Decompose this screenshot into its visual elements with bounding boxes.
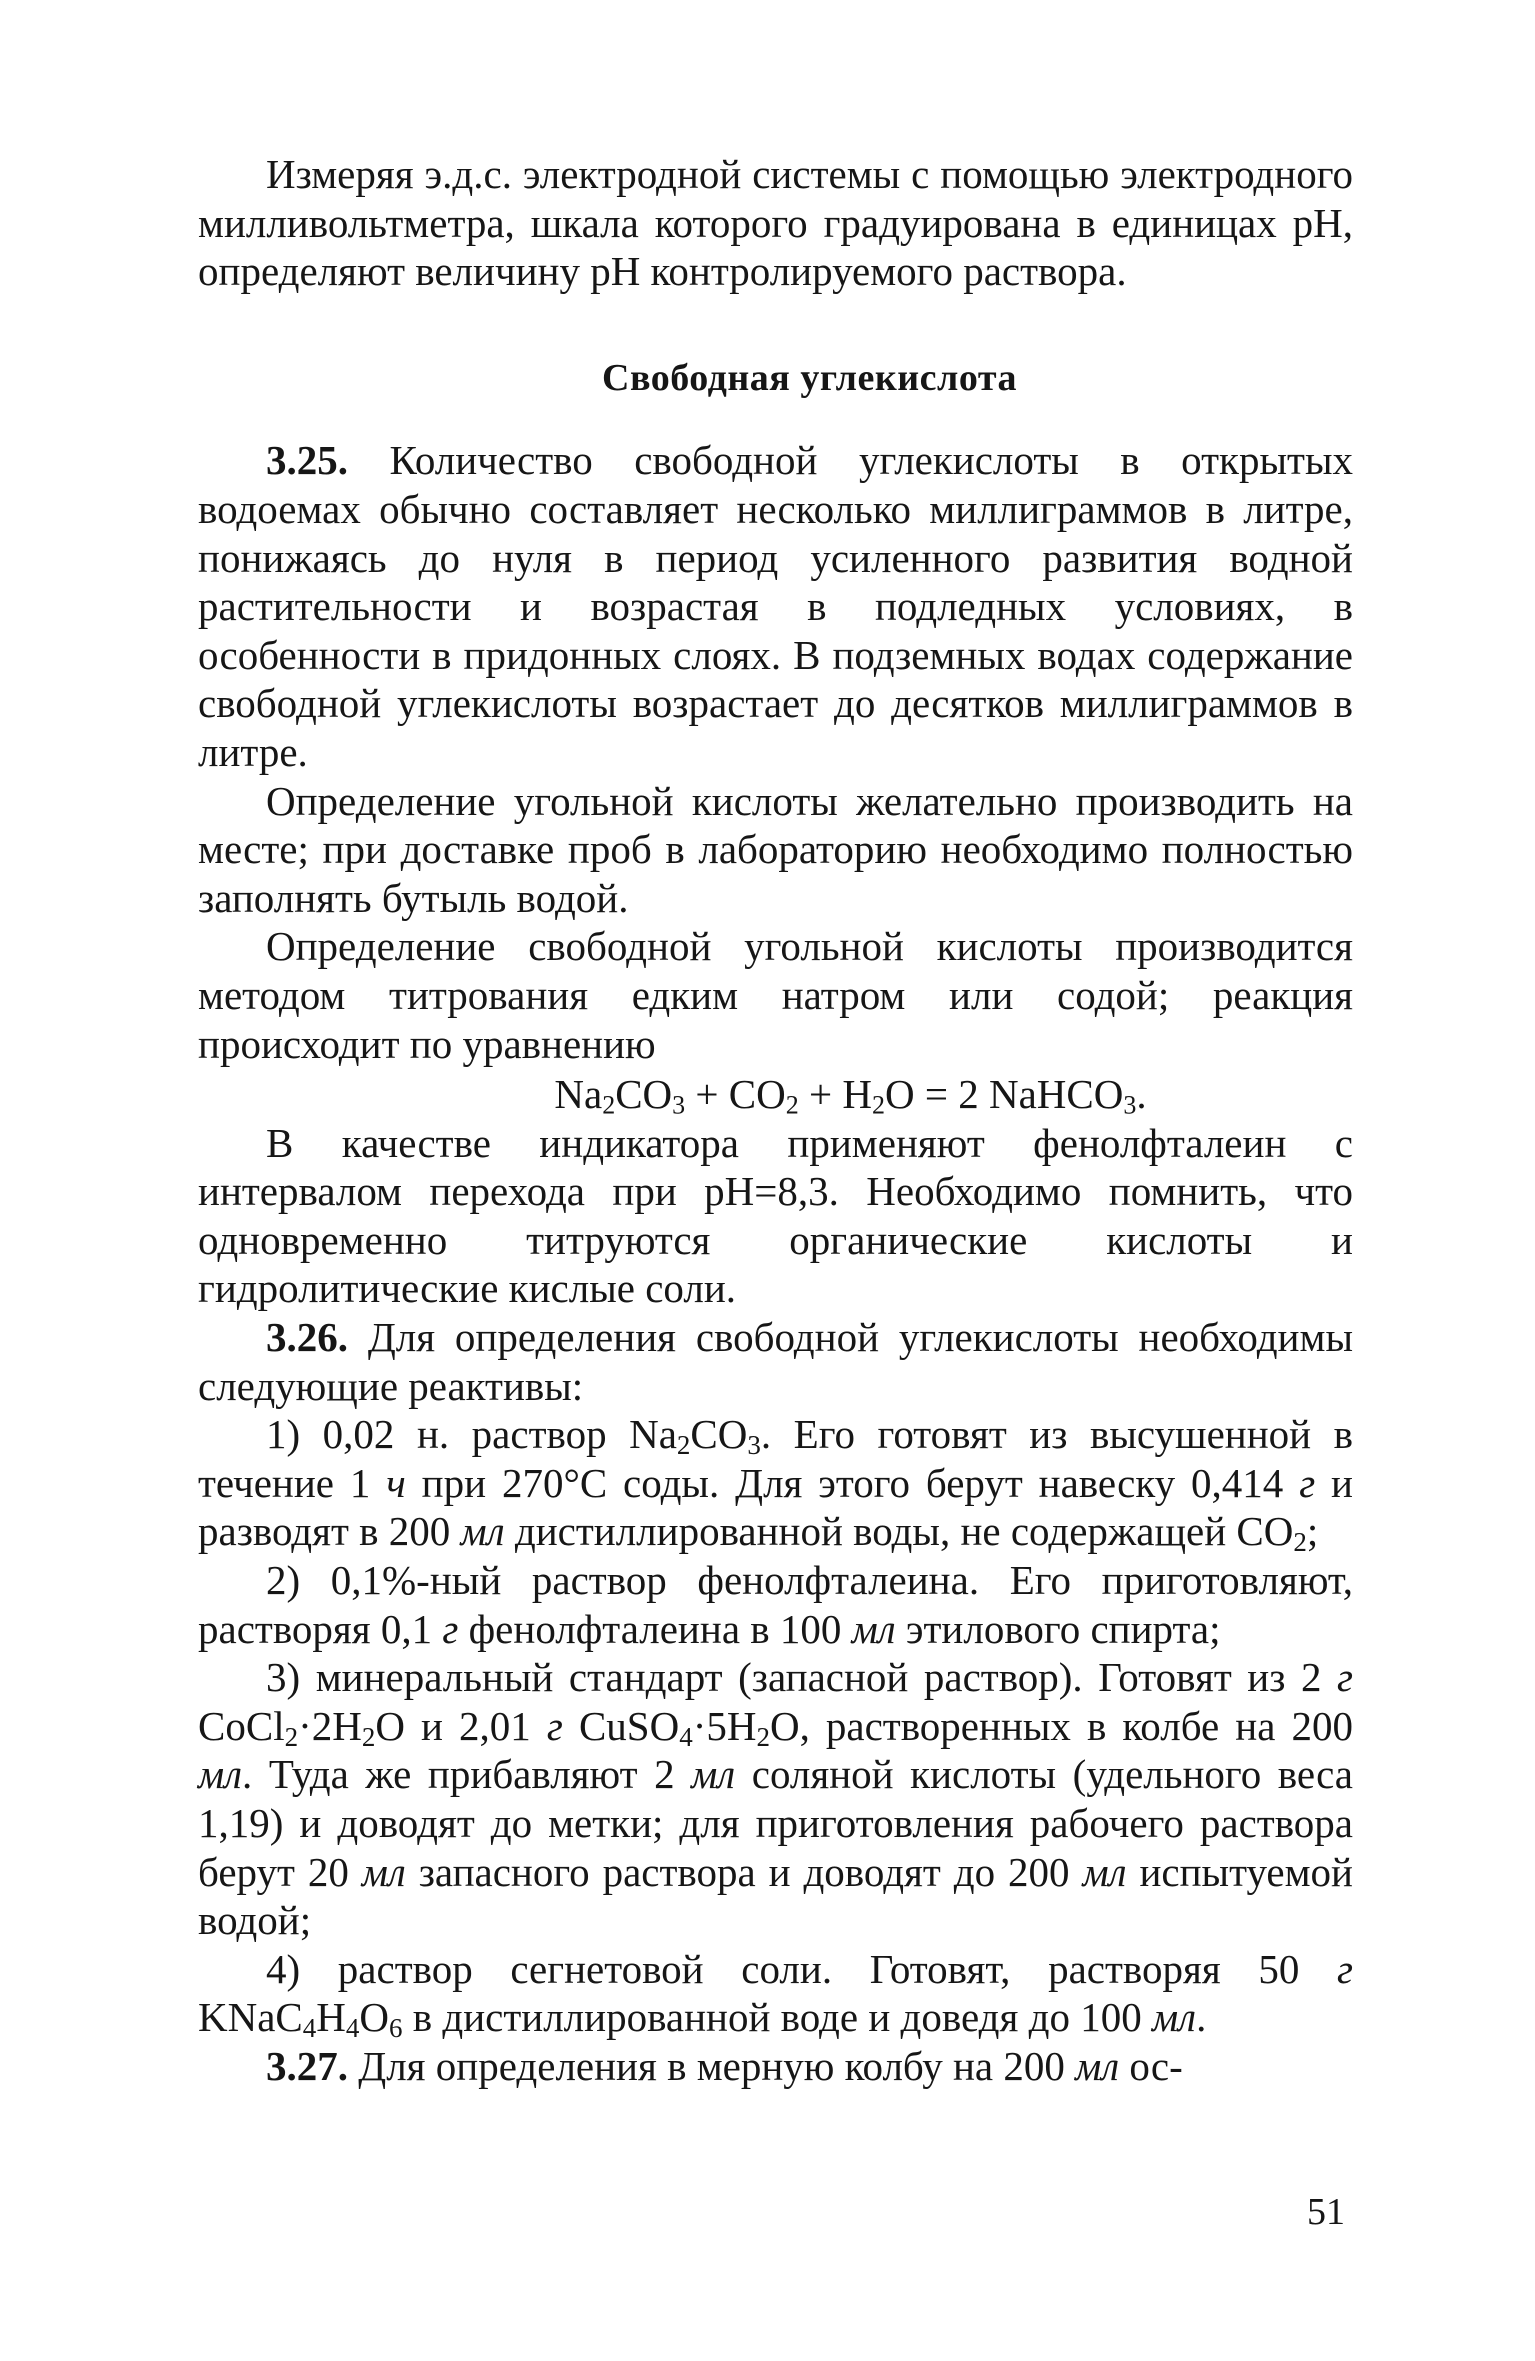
paragraph-sampling: Определение угольной кислоты желательно производить на месте; при доставке проб в лабораторию необходимо полностью заполнять бутыль водой. [198, 777, 1353, 921]
paragraph-3-26 [198, 1313, 1353, 1410]
section-number: 3.27. [266, 2042, 348, 2089]
reagent-item-1: 1) 0,02 н. раствор $Na_2CO_3$. Его готовят из высушенной в течение 1 ч при 270°С соды. Для этого берут навеску 0,414 г и разводят в 200 мл дистиллированной воды, не содержащей $CO_2$; [198, 1411, 1354, 1558]
reagent-item-3: 3) минеральный стандарт (запасной раствор). Готовят из 2 г $CoCl_2\cdot 2H_2O$ и 2,01 г $CuSO_4\cdot 5H_2O$, растворенных в колбе на 200 мл. Туда же прибавляют 2 мл соляной кислоты (удельного веса 1,19) и доводят до метки; для приготовления рабочего раствора берут 20 мл запасного раствора и доводят до 200 мл испытуемой водой; [198, 1654, 1353, 1944]
reaction-formula: $Na_2CO_3 + CO_2 + H_2O = 2$ NaHCO$_3$. [554, 1071, 1147, 1120]
section-heading: Свободная углекислота [602, 356, 1017, 399]
paragraph-text: Для определения свободной углекислоты необходимы следующие реактивы: [198, 1314, 1353, 1409]
reagent-item-2: 2) 0,1%-ный раствор фенолфталеина. Его приготовляют, растворяя 0,1 г фенолфталеина в 100 мл этилового спирта; [198, 1557, 1353, 1652]
paragraph-text: Количество свободной углекислоты в открытых водоемах обычно составляет несколько миллиграммов в литре, понижаясь до нуля в период усиленного развития водной растительности и возрастая в подледных условиях, в особенности в придонных слоях. В подземных водах содержание свободной углекислоты возрастает до десятков миллиграммов в литре. [198, 437, 1353, 775]
paragraph-method: Определение свободной угольной кислоты производится методом титрования едким натром или содой; реакция происходит по уравнению [198, 923, 1353, 1067]
paragraph-3-25 [198, 436, 1353, 776]
section-number: 3.25. [266, 437, 348, 484]
paragraph-indicator: В качестве индикатора применяют фенолфталеин с интервалом перехода при pH=8,3. Необходимо помнить, что одновременно титруются органические кислоты и гидролитические кислые соли. [198, 1119, 1353, 1312]
page-body [198, 150, 1353, 2091]
reagent-item-4: 4) раствор сегнетовой соли. Готовят, растворяя 50 г $KNaC_4H_4O_6$ в дистиллированной воде и доведя до 100 мл. [198, 1945, 1353, 2044]
intro-paragraph: Измеряя э.д.с. электродной системы с помощью электродного милливольтметра, шкала которого градуирована в единицах pH, определяют величину pH контролируемого раствора. [198, 151, 1353, 295]
page-number: 51 [1307, 2191, 1345, 2233]
section-number: 3.26. [266, 1314, 348, 1361]
paragraph-3-27: 3.27. Для определения в мерную колбу на 200 мл ос- [266, 2042, 1183, 2089]
